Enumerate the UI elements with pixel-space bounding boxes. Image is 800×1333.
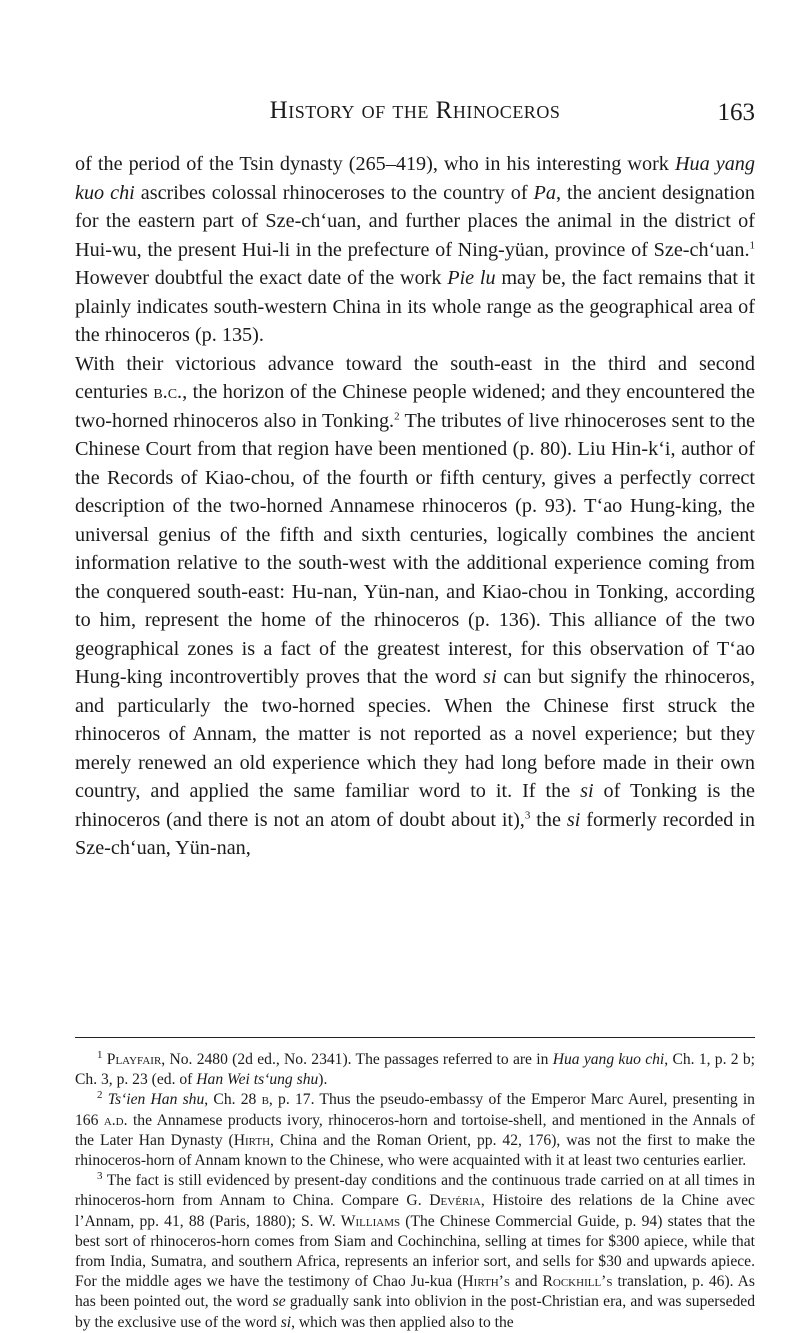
footnote-1: $^1$ Playfair, No. 2480 (2d ed., No. 2341). The passages referred to are in Hua yang kuo chi, Ch. 1, p. 2 b; Ch. 3, p. 23 (ed. of Han Wei ts‘ung shu). xyxy=(75,1048,755,1089)
running-head: History of the Rhinoceros xyxy=(269,97,561,124)
paragraph: With their victorious advance toward the south-east in the third and second centuries b.c., the horizon of the Chinese people widened; and they encountered the two-horned rhinoceros also in Tonking.$^2$ The tributes of live rhinoceroses sent to the Chinese Court from that region have been mentioned (p. 80). Liu Hin-k‘i, author of the Records of Kiao-chou, of the fourth or fifth century, gives a perfectly correct description of the two-horned Annamese rhinoceros (p. 93). T‘ao Hung-king, the universal genius of the fifth and sixth centuries, logically combines the ancient information relative to the south-west with the additional experience coming from the conquered south-east: Hu-nan, Yün-nan, and Kiao-chou in Tonking, according to him, represent the home of the rhinoceros (p. 136). This alliance of the two geographical zones is a fact of the greatest interest, for this observation of T‘ao Hung-king incontrovertibly proves that the word si can but signify the rhinoceros, and particularly the two-horned species. When the Chinese first struck the rhinoceros of Annam, the matter is not reported as a novel experience; but they merely renewed an old experience which they had long before made in their own country, and applied the same familiar word to it. If the si of Tonking is the rhinoceros (and there is not an atom of doubt about it),$^3$ the si formerly recorded in Sze-ch‘uan, Yün-nan, xyxy=(75,352,756,859)
footnote-2: $^2$ Ts‘ien Han shu, Ch. 28 b, p. 17. Thus the pseudo-embassy of the Emperor Marc Aurel, presenting in 166 a.d. the Annamese products ivory, rhinoceros-horn and tortoise-shell, and mentioned in the Annals of the Later Han Dynasty (Hirth, China and the Roman Orient, pp. 42, 176), was not the first to make the rhinoceros-horn of Annam known to the Chinese, who were acquainted with it at least two centuries earlier. xyxy=(75,1089,755,1170)
footnote-divider xyxy=(75,1037,755,1038)
page-header xyxy=(75,97,755,137)
footnote-3: $^3$ The fact is still evidenced by present-day conditions and the continuous trade carried on at all times in rhinoceros-horn from Annam to China. Compare G. Devéria, Histoire des relations de la Chine avec l’Annam, pp. 41, 88 (Paris, 1880); S. W. Williams (The Chinese Commercial Guide, p. 94) states that the best sort of rhinoceros-horn comes from Siam and Cochinchina, selling at times for $300 apiece, while that from India, Sumatra, and southern Africa, represents an inferior sort, and sells for $30 and upwards apiece. For the middle ages we have the testimony of Chao Ju-kua (Hirth’s and Rockhill’s translation, p. 46). As has been pointed out, the word se gradually sank into oblivion in the post-Christian era, and was superseded by the exclusive use of the word si, which was then applied also to the xyxy=(75,1170,756,1331)
page-number: 163 xyxy=(717,99,755,126)
paragraph: of the period of the Tsin dynasty (265–419), who in his interesting work Hua yang kuo chi ascribes colossal rhinoceroses to the country of Pa, the ancient designation for the eastern part of Sze-ch‘uan, and further places the animal in the district of Hui-wu, the present Hui-li in the prefecture of Ning-yüan, province of Sze-ch‘uan.$^1$ However doubtful the exact date of the work Pie lu may be, the fact remains that it plainly indicates south-western China in its whole range as the geographical area of the rhinoceros (p. 135). xyxy=(75,153,756,346)
footnotes xyxy=(75,1050,755,1333)
main-text xyxy=(75,150,755,863)
